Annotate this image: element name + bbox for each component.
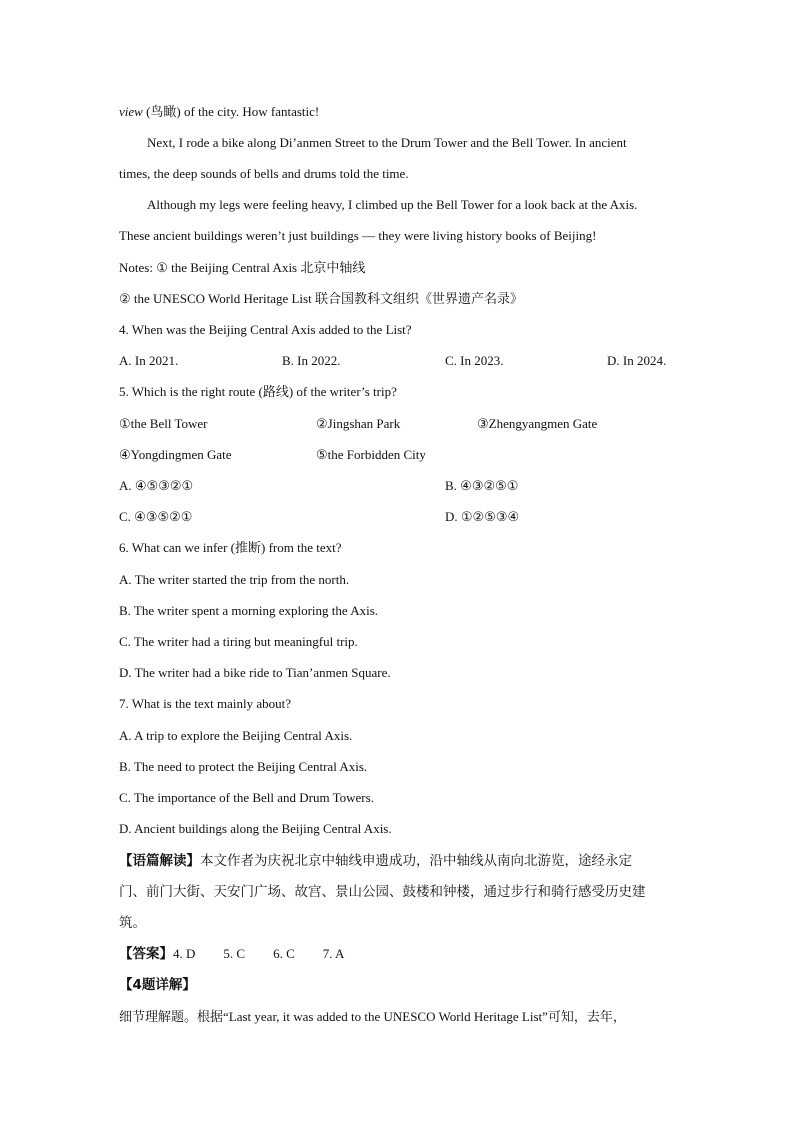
note-1: Notes: ① the Beijing Central Axis 北京中轴线: [119, 260, 366, 275]
analysis-line: 门、前门大街、天安门广场、故宫、景山公园、鼓楼和钟楼，通过步行和骑行感受历史建: [119, 884, 646, 900]
q4-option-c: C. In 2023.: [445, 353, 504, 368]
q6-option-a: A. The writer started the trip from the north.: [119, 572, 350, 587]
q5-place-4: ④Yongdingmen Gate: [119, 447, 232, 462]
q5-option-a: A. ④⑤③②①: [119, 478, 194, 493]
q4-option-d: D. In 2024.: [607, 353, 667, 368]
q7-option-a: A. A trip to explore the Beijing Central Axis.: [119, 728, 353, 743]
passage-line: Next, I rode a bike along Di’anmen Street to the Drum Tower and the Bell Tower. In ancient: [147, 135, 627, 150]
q5-place-1: ①the Bell Tower: [119, 416, 208, 431]
answer-7: 7. A: [322, 946, 345, 961]
q7-option-d: D. Ancient buildings along the Beijing Central Axis.: [119, 821, 392, 836]
q5-place-2: ②Jingshan Park: [316, 416, 401, 431]
question-5-stem: 5. Which is the right route (路线) of the writer’s trip?: [119, 384, 397, 399]
detail-4-line: 细节理解题。根据“Last year, it was added to the UNESCO World Heritage List”可知，去年，: [119, 1009, 626, 1024]
passage-text: (鸟瞰) of the city. How fantastic!: [142, 104, 320, 119]
q6-option-b: B. The writer spent a morning exploring the Axis.: [119, 603, 378, 618]
q5-option-d: D. ①②⑤③④: [445, 509, 520, 524]
q5-place-3: ③Zhengyangmen Gate: [477, 416, 598, 431]
answer-label: 【答案】: [119, 946, 173, 962]
q7-option-b: B. The need to protect the Beijing Central Axis.: [119, 759, 368, 774]
passage-line: times, the deep sounds of bells and drums told the time.: [119, 166, 409, 181]
question-7-stem: 7. What is the text mainly about?: [119, 696, 291, 711]
answer-5: 5. C: [223, 946, 246, 961]
answer-row: [119, 946, 344, 962]
q6-option-c: C. The writer had a tiring but meaningful trip.: [119, 634, 358, 649]
passage-line: Although my legs were feeling heavy, I climbed up the Bell Tower for a look back at the Axis.: [147, 197, 638, 212]
detail-4-label: 【4题详解】: [119, 977, 196, 993]
analysis-line: 筑。: [119, 915, 146, 931]
q6-option-d: D. The writer had a bike ride to Tian’anmen Square.: [119, 665, 391, 680]
analysis-text: 本文作者为庆祝北京中轴线申遗成功，沿中轴线从南向北游览，途经永定: [200, 853, 632, 869]
analysis-line: [119, 853, 632, 869]
question-4-stem: 4. When was the Beijing Central Axis added to the List?: [119, 322, 412, 337]
q4-option-b: B. In 2022.: [282, 353, 341, 368]
q5-option-b: B. ④③②⑤①: [445, 478, 519, 493]
note-2: ② the UNESCO World Heritage List 联合国教科文组织《世界遗产名录》: [119, 291, 523, 306]
question-6-stem: 6. What can we infer (推断) from the text?: [119, 540, 342, 555]
answer-4: 4. D: [173, 946, 196, 961]
analysis-label: 【语篇解读】: [119, 853, 200, 869]
answer-6: 6. C: [273, 946, 295, 961]
italic-word: view: [119, 104, 143, 119]
q5-option-c: C. ④③⑤②①: [119, 509, 193, 524]
q7-option-c: C. The importance of the Bell and Drum Towers.: [119, 790, 374, 805]
q4-option-a: A. In 2021.: [119, 353, 179, 368]
q5-place-5: ⑤the Forbidden City: [316, 447, 426, 462]
passage-line: [119, 104, 319, 120]
passage-line: These ancient buildings weren’t just buildings — they were living history books of Beijing!: [119, 228, 597, 243]
